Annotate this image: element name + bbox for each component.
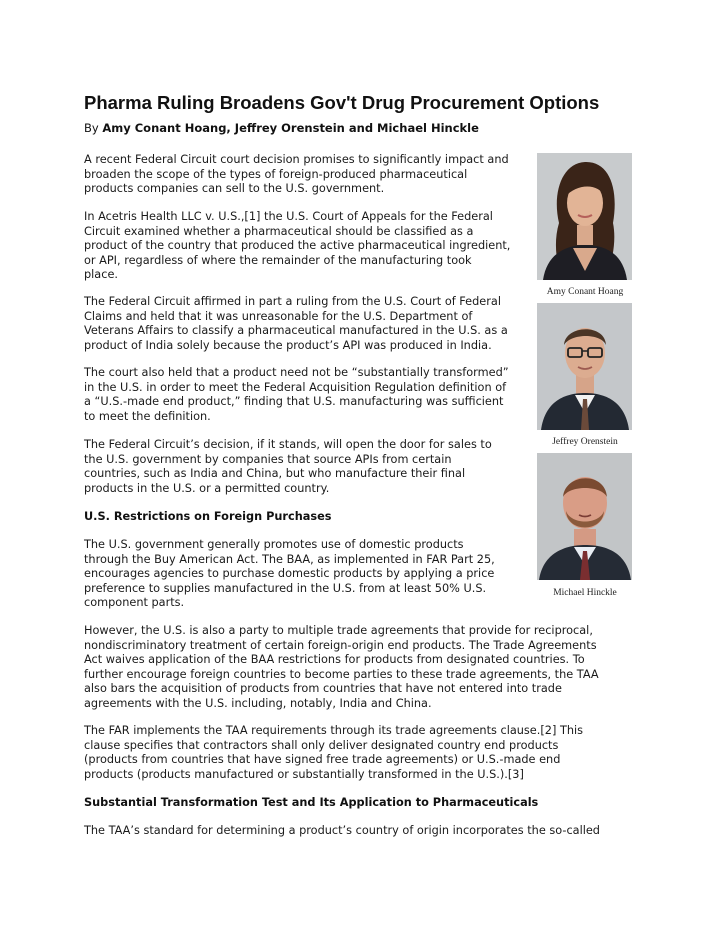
text-line: Claims and held that it was unreasonable for the U.S. Department of (84, 309, 473, 323)
text-line: preference to supplies manufactured in the U.S. from at least 50% U.S. (84, 581, 487, 595)
text-line: in the U.S. in order to meet the Federal Acquisition Regulation definition of (84, 380, 507, 394)
text-line: place. (84, 268, 118, 282)
portrait-image (537, 453, 632, 580)
text-line: encourages agencies to purchase domestic products by applying a price (84, 567, 495, 581)
text-line: to meet the definition. (84, 409, 211, 423)
text-line: Act waives application of the BAA restrictions for products from designated countries. To (84, 653, 585, 667)
text-line: Veterans Affairs to classify a pharmaceutical manufactured in the U.S. as a (84, 324, 508, 338)
portrait-image (537, 153, 632, 280)
section-heading: Substantial Transformation Test and Its Application to Pharmaceuticals (84, 796, 539, 809)
text-line: (products from countries that have signed free trade agreements) or U.S.-made end (84, 753, 561, 767)
text-line: In Acetris Health LLC v. U.S.,[1] the U.S. Court of Appeals for the Federal (84, 210, 493, 223)
text-line: The Federal Circuit affirmed in part a ruling from the U.S. Court of Federal (84, 295, 501, 308)
text-line: The Federal Circuit’s decision, if it stands, will open the door for sales to (84, 438, 492, 451)
paragraph-7 (84, 624, 599, 712)
text-line: products companies can sell to the U.S. government. (84, 182, 385, 196)
section-heading: U.S. Restrictions on Foreign Purchases (84, 510, 332, 523)
paragraph-6 (84, 538, 495, 611)
text-line: product of the country that produced the active pharmaceutical ingredient, (84, 239, 511, 253)
text-line: However, the U.S. is also a party to multiple trade agreements that provide for reciprocal, (84, 624, 593, 637)
paragraph-5 (84, 438, 492, 496)
text-line: further encourage foreign countries to become parties to these trade agreements, the TAA (84, 667, 599, 681)
text-line: component parts. (84, 596, 185, 610)
text-line: The court also held that a product need not be “substantially transformed” (84, 366, 509, 379)
author-photo (537, 153, 632, 280)
byline (84, 121, 479, 135)
text-line: A recent Federal Circuit court decision promises to significantly impact and (84, 153, 509, 166)
paragraph-9 (84, 824, 600, 839)
text-line: product of India solely because the product’s API was produced in India. (84, 338, 492, 352)
article-title: Pharma Ruling Broadens Gov't Drug Procurement Options (84, 92, 600, 113)
text-line: The U.S. government generally promotes use of domestic products (84, 538, 464, 551)
photo-caption: Amy Conant Hoang (546, 287, 624, 297)
paragraph-8 (84, 724, 583, 782)
text-line: products in the U.S. or a permitted country. (84, 481, 330, 495)
portrait-image (537, 303, 632, 430)
text-line: or API, regardless of where the remainder of the manufacturing took (84, 253, 472, 267)
photo-caption: Jeffrey Orenstein (552, 437, 618, 447)
paragraph-1 (84, 153, 509, 197)
text-line: nondiscriminatory treatment of certain foreign-origin end products. The Trade Agreements (84, 638, 597, 652)
text-line: through the Buy American Act. The BAA, as implemented in FAR Part 25, (84, 552, 495, 566)
text-line: agreements with the U.S. including, notably, India and China. (84, 696, 432, 710)
photo-caption: Michael Hinckle (553, 588, 617, 598)
paragraph-4 (84, 366, 509, 424)
paragraph-2 (84, 210, 510, 283)
text-line: a “U.S.-made end product,” finding that U.S. manufacturing was sufficient (84, 395, 504, 409)
text-line: broaden the scope of the types of foreign-produced pharmaceutical (84, 167, 468, 181)
text-line: The TAA’s standard for determining a product’s country of origin incorporates the so-called (84, 824, 600, 837)
author-names: Amy Conant Hoang, Jeffrey Orenstein and Michael Hinckle (102, 121, 479, 135)
text-line: countries, such as India and China, but who manufacture their final (84, 467, 466, 481)
text-line: clause specifies that contractors shall only deliver designated country end products (84, 738, 559, 752)
paragraph-3 (84, 295, 508, 353)
text-line: Circuit examined whether a pharmaceutical should be classified as a (84, 224, 474, 238)
author-photo (537, 303, 632, 430)
text-line: products (products manufactured or substantially transformed in the U.S.).[3] (84, 767, 524, 781)
text-line: The FAR implements the TAA requirements through its trade agreements clause.[2] This (84, 724, 584, 737)
author-photo (537, 453, 632, 580)
text-line: the U.S. government by companies that source APIs from certain (84, 452, 452, 466)
byline-label: By (84, 121, 99, 135)
text-line: also bars the acquisition of products from countries that have not entered into trade (84, 682, 562, 696)
